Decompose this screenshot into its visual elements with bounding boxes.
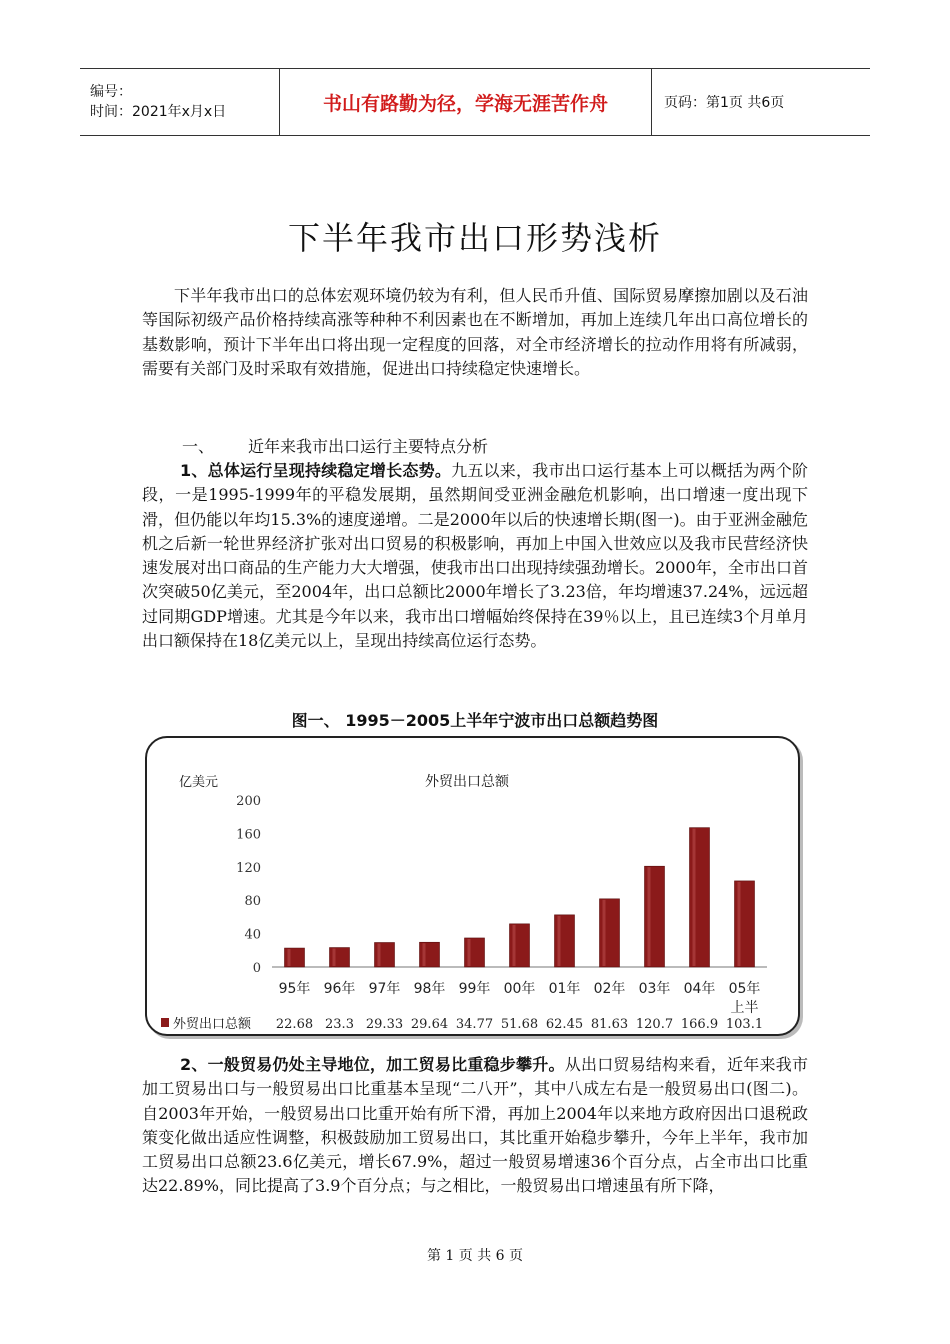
chart-bar-highlight — [603, 900, 606, 966]
data-table-value: 81.63 — [590, 1017, 629, 1032]
date-label: 时间：2021年x月x日 — [90, 104, 227, 120]
data-table-value: 29.64 — [410, 1017, 449, 1032]
header-meta — [80, 69, 280, 135]
y-tick-label: 40 — [244, 927, 261, 943]
x-tick-label: 95年 — [278, 981, 311, 997]
section-title: 近年来我市出口运行主要特点分析 — [248, 437, 489, 456]
x-tick-label: 04年 — [683, 981, 716, 997]
legend-label: 外贸出口总额 — [173, 1017, 252, 1032]
chart-bar-highlight — [648, 867, 651, 966]
x-tick-label: 01年 — [548, 981, 581, 997]
y-tick-label: 120 — [236, 860, 261, 876]
point-2-lead: 2、一般贸易仍处主导地位，加工贸易比重稳步攀升。 — [180, 1055, 565, 1074]
section-heading-1 — [182, 434, 488, 457]
point-2-paragraph — [142, 1053, 808, 1199]
export-bar-chart — [147, 738, 798, 1034]
x-tick-label: 00年 — [503, 981, 536, 997]
x-tick-label: 上半 — [730, 1000, 759, 1016]
chart-bar-highlight — [468, 939, 471, 966]
chart-frame — [145, 736, 800, 1036]
data-table-value: 23.3 — [325, 1017, 354, 1032]
header-motto: 书山有路勤为径，学海无涯苦作舟 — [280, 69, 652, 135]
x-tick-label: 02年 — [593, 981, 626, 997]
y-tick-label: 0 — [252, 961, 261, 976]
data-table-value: 103.1 — [725, 1017, 764, 1032]
y-tick-label: 160 — [236, 827, 261, 843]
x-tick-label: 99年 — [458, 981, 491, 997]
x-tick-label: 05年 — [728, 981, 761, 997]
point-1-lead: 1、总体运行呈现持续稳定增长态势。 — [180, 461, 452, 480]
legend-swatch — [161, 1018, 169, 1027]
data-table-value: 34.77 — [455, 1017, 494, 1032]
data-table-value: 166.9 — [680, 1017, 719, 1032]
chart-title: 外贸出口总额 — [425, 774, 509, 790]
x-tick-label: 98年 — [413, 981, 446, 997]
point-2-body: 从出口贸易结构来看，近年来我市加工贸易出口与一般贸易出口比重基本呈现“二八开”，其中八成左右是一般贸易出口(图二)。自2003年开始，一般贸易出口比重开始有所下滑，再加上2004年以来地方政府因出口退税政策变化做出适应性调整，积极鼓励加工贸易出口，其比重开始稳步攀升，今年上半年，我市加工贸易出口总额23.6亿美元，增长67.9%，超过一般贸易增速36个百分点，占全市出口比重达22.89%，同比提高了3.9个百分点；与之相比，一般贸易出口增速虽有所下降， — [142, 1055, 808, 1196]
y-tick-label: 200 — [236, 794, 261, 809]
data-table-value: 29.33 — [365, 1017, 404, 1032]
page-footer: 第 1 页 共 6 页 — [426, 1248, 524, 1264]
data-table-value: 51.68 — [500, 1017, 539, 1032]
chart-bar-highlight — [378, 944, 381, 966]
chart-bar-highlight — [738, 882, 741, 966]
data-table-value: 62.45 — [545, 1017, 584, 1032]
y-tick-label: 80 — [244, 894, 261, 910]
header-page-info: 页码：第1页 共6页 — [664, 95, 785, 111]
page-header — [80, 68, 870, 136]
data-table-value: 22.68 — [275, 1017, 314, 1032]
chart-bar-highlight — [333, 949, 336, 966]
chart-bar-highlight — [423, 943, 426, 966]
chart-bar-highlight — [513, 925, 516, 966]
intro-paragraph: 下半年我市出口的总体宏观环境仍较为有利，但人民币升值、国际贸易摩擦加剧以及石油等国际初级产品价格持续高涨等种种不利因素也在不断增加，再加上连续几年出口高位增长的基数影响，预计下半年出口将出现一定程度的回落，对全市经济增长的拉动作用将有所减弱，需要有关部门及时采取有效措施，促进出口持续稳定快速增长。 — [142, 286, 808, 378]
figure-1-caption: 图一、 1995－2005上半年宁波市出口总额趋势图 — [291, 711, 659, 730]
data-table-value: 120.7 — [635, 1017, 674, 1032]
code-label: 编号： — [90, 84, 132, 100]
point-1-paragraph — [142, 459, 808, 653]
point-1-body: 九五以来，我市出口运行基本上可以概括为两个阶段，一是1995-1999年的平稳发展期，虽然期间受亚洲金融危机影响，出口增速一度出现下滑，但仍能以年均15.3%的速度递增。二是2000年以后的快速增长期(图一)。由于亚洲金融危机之后新一轮世界经济扩张对出口贸易的积极影响，再加上中国入世效应以及我市民营经济快速发展对出口商品的生产能力大大增强，使我市出口出现持续强劲增长。2000年，全市出口首次突破50亿美元，至2004年，出口总额比2000年增长了3.23倍，年均增速37.24%，远远超过同期GDP增速。尤其是今年以来，我市出口增幅始终保持在39％以上，且已连续3个月单月出口额保持在18亿美元以上，呈现出持续高位运行态势。 — [142, 461, 808, 651]
x-tick-label: 97年 — [368, 981, 401, 997]
section-number: 一、 — [182, 437, 215, 456]
chart-bar-highlight — [558, 916, 561, 966]
chart-ylabel: 亿美元 — [179, 775, 219, 790]
chart-bar-highlight — [288, 949, 291, 966]
x-tick-label: 96年 — [323, 981, 356, 997]
chart-bar-highlight — [693, 829, 696, 966]
document-title: 下半年我市出口形势浅析 — [287, 219, 662, 257]
x-tick-label: 03年 — [638, 981, 671, 997]
